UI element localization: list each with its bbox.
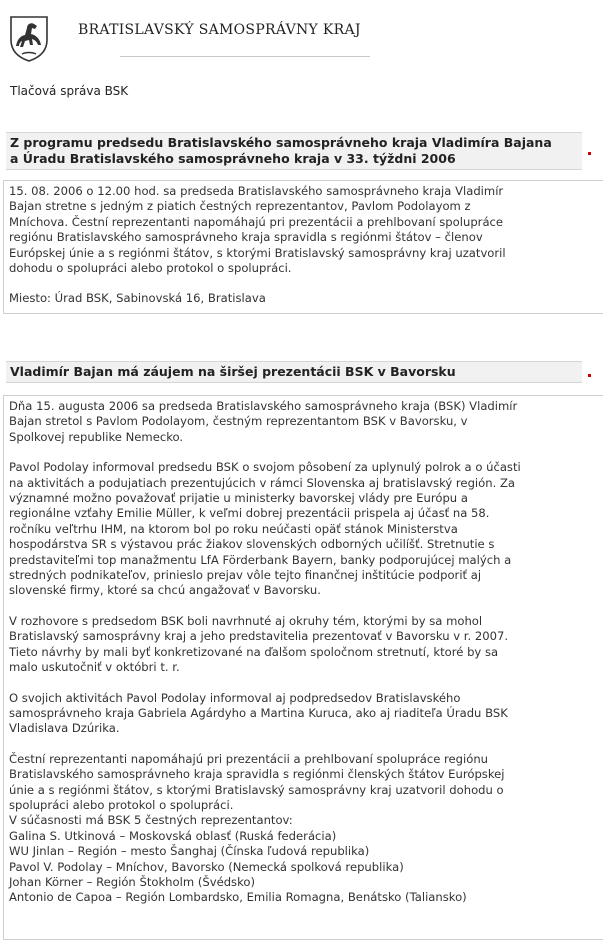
section1-title <box>6 132 582 170</box>
body-line: 15. 08. 2006 o 12.00 hod. sa predseda Bratislavského samosprávneho kraja Vladimír <box>9 184 504 198</box>
body-line: predstaviteľmi top manažmentu LfA Förderbank Bayern, banky podporujúcej malých a <box>9 552 512 567</box>
body-line: Tieto návrhy by mali byť konkretizované na ďalšom spoločnom stretnutí, ktoré by sa <box>9 644 499 659</box>
body-line: Dňa 15. augusta 2006 sa predseda Bratislavského samosprávneho kraja (BSK) Vladimír <box>9 399 518 413</box>
body-line: ročníku veľtrhu IHM, na ktorom bol po roku neúčasti opäť stánok Ministerstva <box>9 521 458 536</box>
body-line: samosprávneho kraja Gabriela Agárdyho a Martina Kuruca, ako aj riaditeľa Úradu BSK <box>9 705 508 720</box>
body-line: Pavol Podolay informoval predsedu BSK o svojom pôsobení za uplynulý polrok a o účasti <box>9 460 521 475</box>
representative-item: Antonio de Capoa – Región Lombardsko, Emilia Romagna, Benátsko (Taliansko) <box>9 890 467 905</box>
body-line: hospodárstva SR s výstavou prác žiakov slovenských odborných učilíšť. Stretnutie s <box>9 537 495 552</box>
body-line: regionálne vzťahy Emilie Müller, k veľmi dobrej prezentácii prispela aj účasť na 58. <box>9 506 490 521</box>
section1-title-line: Z programu predsedu Bratislavského samosprávneho kraja Vladimíra Bajana <box>10 135 552 150</box>
section2-marker-icon <box>588 374 591 377</box>
body-line: malo uskutočniť v októbri t. r. <box>9 660 180 675</box>
body-line: Mníchova. Čestní reprezentanti napomáhajú pri prezentácii a prehlbovaní spolupráce <box>9 214 504 229</box>
body-line: spolupráci alebo protokol o spolupráci. <box>9 797 234 812</box>
section1-title-line: a Úradu Bratislavského samosprávneho kraja v 33. týždni 2006 <box>10 151 456 166</box>
representative-item: Pavol V. Podolay – Mníchov, Bavorsko (Nemecká spolková republika) <box>9 859 404 874</box>
body-line: V súčasnosti má BSK 5 čestných reprezentantov: <box>9 813 293 828</box>
representative-item: Johan Körner – Región Štokholm (Švédsko) <box>9 874 256 889</box>
organization-name: BRATISLAVSKÝ SAMOSPRÁVNY KRAJ <box>78 22 361 38</box>
body-line: významné možno považovať prijatie u ministerky bavorskej vlády pre Európu a <box>9 491 468 506</box>
body-line: Bajan stretol s Pavlom Podolayom, čestným reprezentantom BSK v Bavorsku, v <box>9 414 468 429</box>
press-release-label: Tlačová správa BSK <box>10 84 129 98</box>
body-line: Bratislavského samosprávneho kraja spravidla s regiónmi členských štátov Európskej <box>9 767 505 782</box>
body-line: stredných podnikateľov, prinieslo prejav vôle tejto finančnej inštitúcie podporiť aj <box>9 568 482 583</box>
body-line: dohodu o spolupráci alebo protokol o spolupráci. <box>9 261 292 276</box>
section2-body <box>3 395 603 940</box>
body-line: O svojich aktivitách Pavol Podolay informoval aj podpredsedov Bratislavského <box>9 690 461 705</box>
bsk-crest-icon <box>8 14 50 62</box>
section1-body <box>3 180 603 314</box>
body-line: slovenské firmy, ktoré sa chcú angažovať v Bavorsku. <box>9 583 321 598</box>
header-divider <box>120 56 370 57</box>
body-line: Čestní reprezentanti napomáhajú pri prezentácii a prehlbovaní spolupráce regiónu <box>9 751 489 766</box>
page-header <box>8 14 598 64</box>
body-line: na aktivitách a podujatiach prezentujúcich v rámci Slovenska aj bratislavský región. Za <box>9 475 516 490</box>
body-line: Spolkovej republike Nemecko. <box>9 429 184 444</box>
body-line: Vladislava Dzúrika. <box>9 721 120 736</box>
representative-item: Galina S. Utkinová – Moskovská oblasť (Ruská federácia) <box>9 828 337 843</box>
body-line: Bajan stretne s jedným z piatich čestných reprezentantov, Pavlom Podolayom z <box>9 199 471 214</box>
body-line: V rozhovore s predsedom BSK boli navrhnuté aj okruhy tém, ktorými by sa mohol <box>9 613 483 628</box>
section1-marker-icon <box>588 152 591 155</box>
body-line: regiónu Bratislavského samosprávneho kraja spravidla s regiónmi štátov – členov <box>9 230 483 245</box>
body-line: únie a s regiónmi štátov, s ktorými Bratislavský samosprávny kraj uzatvoril dohodu o <box>9 782 504 797</box>
body-line: Európskej únie a s regiónmi štátov, s ktorými Bratislavský samosprávny kraj uzatvoril <box>9 245 506 260</box>
representative-item: WU Jinlan – Región – mesto Šanghaj (Čínska ľudová republika) <box>9 844 370 859</box>
location-line: Miesto: Úrad BSK, Sabinovská 16, Bratislava <box>9 291 266 306</box>
body-line: Bratislavský samosprávny kraj a jeho predstavitelia prezentovať v Bavorsku v r. 2007. <box>9 629 509 644</box>
section2-title: Vladimír Bajan má záujem na širšej prezentácii BSK v Bavorsku <box>6 361 582 383</box>
